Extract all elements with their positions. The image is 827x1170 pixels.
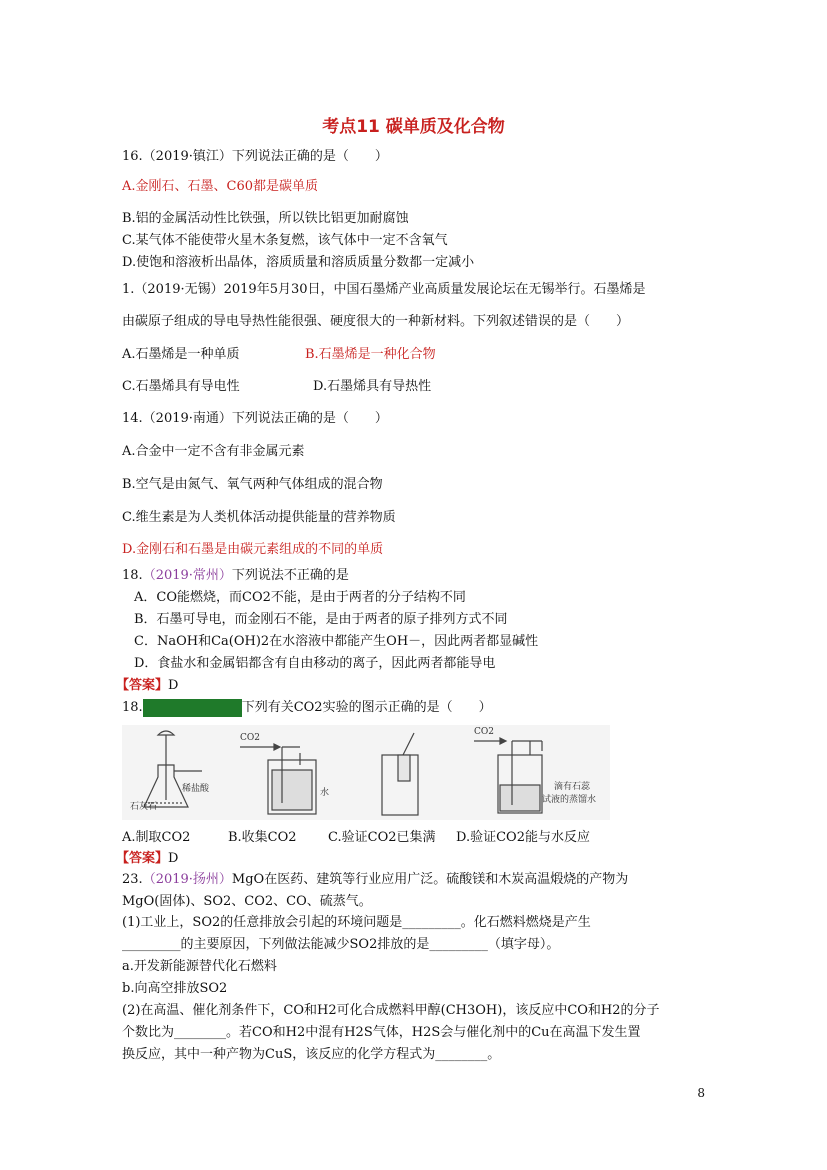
q23-line2: MgO(固体)、SO2、CO2、CO、硫蒸气。: [122, 894, 372, 909]
q23-line7: 换反应，其中一种产物为CuS，该反应的化学方程式为________。: [122, 1047, 501, 1062]
q1-option-a: A.石墨烯是一种单质: [122, 347, 240, 362]
q1-option-b: B.石墨烯是一种化合物: [305, 347, 436, 362]
q23-line6: 个数比为________。若CO和H2中混有H2S气体，H2S会与催化剂中的Cu在高温下发生置: [122, 1025, 641, 1040]
gas-bottle-icon: [240, 744, 316, 814]
q14-option-c: C.维生素是为人类机体活动提供能量的营养物质: [122, 510, 396, 525]
q23-line3: (1)工业上，SO2的任意排放会引起的环境问题是_________。化石燃料燃烧是产生: [122, 915, 591, 930]
q14-option-a: A.合金中一定不含有非金属元素: [122, 444, 305, 459]
q18b-option-b: B.收集CO2: [228, 830, 297, 845]
fig-label-water: 水: [320, 788, 330, 798]
fig-label-hcl: 稀盐酸: [182, 784, 210, 794]
q18b-option-a: A.制取CO2: [122, 830, 191, 845]
page-title: 考点11 碳单质及化合物: [322, 117, 505, 137]
q16-option-d: D.使饱和溶液析出晶体，溶质质量和溶质质量分数都一定减小: [122, 255, 475, 270]
q18a-answer: [116, 677, 178, 695]
q18b-answer-value: D: [168, 851, 179, 866]
q23-text-1: MgO在医药、建筑等行业应用广泛。硫酸镁和木炭高温煅烧的产物为: [231, 872, 629, 887]
q23-line5: (2)在高温、催化剂条件下，CO和H2可化合成燃料甲醇(CH3OH)，该反应中CO和H2的分子: [122, 1003, 660, 1018]
q23-choice-b: b.向高空排放SO2: [122, 981, 228, 996]
q18a-option-d: D．食盐水和金属铝都含有自由移动的离子，因此两者都能导电: [134, 656, 496, 671]
q18a-option-a: A．CO能燃烧，而CO2不能，是由于两者的分子结构不同: [134, 590, 466, 605]
q23-number: 23.: [122, 872, 143, 887]
q14-option-d: D.金刚石和石墨是由碳元素组成的不同的单质: [122, 542, 384, 557]
q18b-stem-line: [122, 699, 492, 717]
q16-stem: 16.（2019·镇江）下列说法正确的是（ ）: [122, 149, 388, 164]
q14-option-b: B.空气是由氮气、氧气两种气体组成的混合物: [122, 477, 383, 492]
q23-line4: _________的主要原因，下列做法能减少SO2排放的是_________（填字母）。: [122, 937, 560, 952]
q18b-number: 18.: [122, 700, 143, 715]
q18a-source: （2019·常州）: [142, 568, 232, 583]
q18a-answer-label: 【答案】: [116, 678, 169, 693]
q18b-option-d: D.验证CO2能与水反应: [456, 830, 590, 845]
q18b-option-c: C.验证CO2已集满: [328, 830, 436, 845]
q18b-source-highlight: [143, 699, 242, 717]
q18a-stem-line: [122, 567, 349, 585]
fig-label-co2-d: CO2: [474, 727, 494, 737]
q1-stem-line2: 由碳原子组成的导电导热性能很强、硬度很大的一种新材料。下列叙述错误的是（ ）: [122, 314, 630, 329]
q14-stem: 14.（2019·南通）下列说法正确的是（ ）: [122, 411, 388, 426]
q18a-number: 18.: [122, 568, 143, 583]
q16-option-a: A.金刚石、石墨、C60都是碳单质: [122, 179, 319, 194]
q23-line1: [122, 871, 628, 889]
fig-label-litmus: 滴有石蕊: [554, 782, 591, 792]
q18b-answer-label: 【答案】: [116, 851, 169, 866]
q1-stem-line1: 1.（2019·无锡）2019年5月30日，中国石墨烯产业高质量发展论坛在无锡举行。石墨烯是: [122, 282, 646, 297]
q16-option-b: B.铝的金属活动性比铁强，所以铁比铝更加耐腐蚀: [122, 211, 409, 226]
q23-source: （2019·扬州）: [142, 872, 232, 887]
q18b-stem: 下列有关CO2实验的图示正确的是（ ）: [241, 700, 492, 715]
q18a-answer-value: D: [168, 678, 179, 693]
q23-choice-a: a.开发新能源替代化石燃料: [122, 959, 277, 974]
q18b-answer: [116, 850, 178, 868]
match-bottle-icon: [382, 733, 418, 815]
q18a-option-c: C．NaOH和Ca(OH)2在水溶液中都能产生OH－，因此两者都显碱性: [134, 634, 539, 649]
fig-label-limestone: 石灰石: [130, 802, 158, 812]
fig-label-distilled-water: 试液的蒸馏水: [542, 795, 597, 805]
q1-option-d: D.石墨烯具有导热性: [313, 379, 432, 394]
q1-option-c: C.石墨烯具有导电性: [122, 379, 240, 394]
page-number: 8: [697, 1086, 705, 1100]
litmus-bottle-icon: [474, 738, 542, 813]
q18a-option-b: B．石墨可导电，而金刚石不能，是由于两者的原子排列方式不同: [134, 612, 508, 627]
q18a-stem: 下列说法不正确的是: [231, 568, 349, 583]
fig-label-co2-b: CO2: [240, 733, 260, 743]
q16-option-c: C.某气体不能使带火星木条复燃，该气体中一定不含氧气: [122, 233, 448, 248]
flask-apparatus-icon: [144, 731, 202, 807]
co2-experiment-figure: [122, 725, 610, 820]
